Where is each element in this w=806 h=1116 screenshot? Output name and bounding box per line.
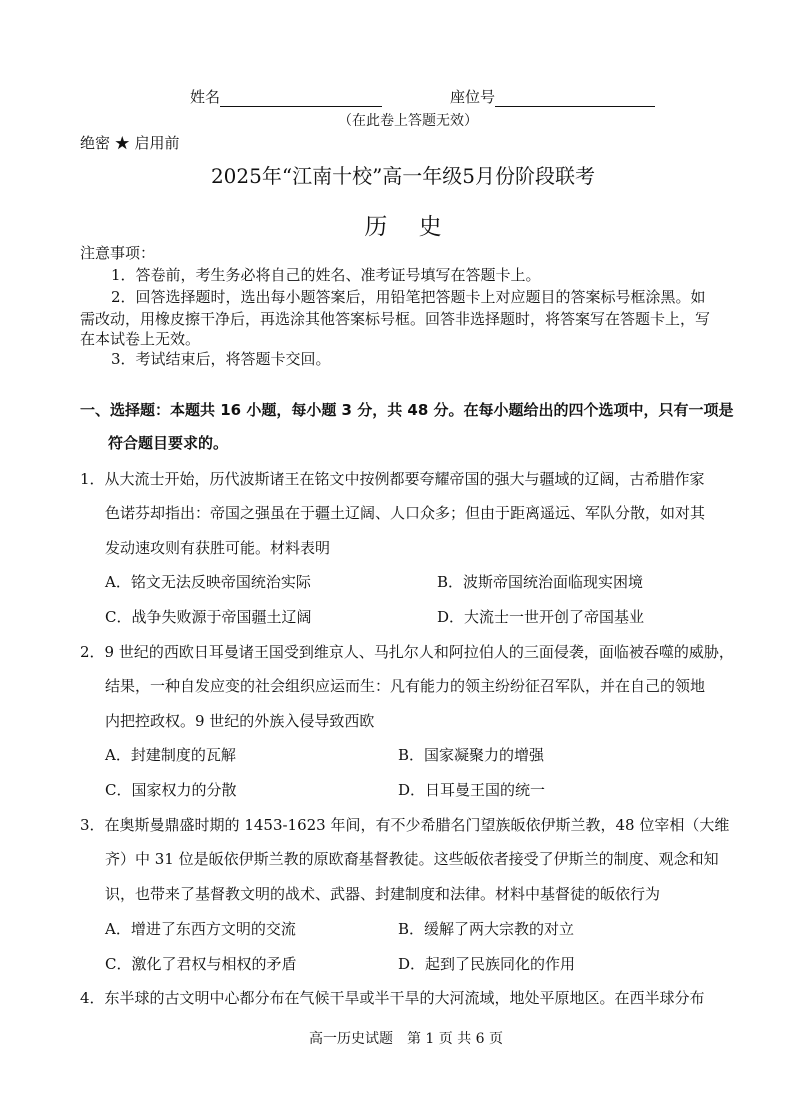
option-a: A．增进了东西方文明的交流 [105, 920, 296, 938]
question-line: 发动速攻则有获胜可能。材料表明 [105, 539, 331, 557]
notice-item: 在本试卷上无效。 [80, 330, 201, 348]
name-label: 姓名 [190, 88, 221, 106]
question-line: 2．9 世纪的西欧日耳曼诸王国受到维京人、马扎尔人和阿拉伯人的三面侵袭，面临被吞噬的威胁， [80, 643, 734, 661]
exam-title: 2025年“江南十校”高一年级5月份阶段联考 [210, 164, 596, 188]
option-a: A．铭文无法反映帝国统治实际 [105, 573, 311, 591]
seat-field [450, 86, 655, 107]
question-line: 1．从大流士开始，历代波斯诸王在铭文中按例都要夸耀帝国的强大与疆域的辽阔，古希腊作家 [80, 470, 705, 488]
option-d: D．日耳曼王国的统一 [398, 781, 546, 799]
option-c: C．激化了君权与相权的矛盾 [105, 955, 297, 973]
seat-label: 座位号 [450, 88, 496, 106]
option-b: B．缓解了两大宗教的对立 [398, 920, 575, 938]
question-line: 4．东半球的古文明中心都分布在气候干旱或半干旱的大河流域，地处平原地区。在西半球分布 [80, 989, 705, 1007]
subject-title: 历 史 [364, 214, 454, 240]
question-line: 内把控政权。9 世纪的外族入侵导致西欧 [105, 712, 375, 730]
option-c: C．战争失败源于帝国疆土辽阔 [105, 608, 312, 626]
name-field [190, 86, 382, 107]
option-b: B．波斯帝国统治面临现实困境 [437, 573, 644, 591]
notice-item: 需改动，用橡皮擦干净后，再选涂其他答案标号框。回答非选择题时，将答案写在答题卡上，写 [80, 310, 711, 328]
question-line: 色诺芬却指出：帝国之强虽在于疆土辽阔、人口众多；但由于距离遥远、军队分散，如对其 [105, 504, 706, 522]
section-heading: 一、选择题：本题共 16 小题，每小题 3 分，共 48 分。在每小题给出的四个选项中，只有一项是 [80, 401, 734, 419]
option-c: C．国家权力的分散 [105, 781, 237, 799]
notice-heading: 注意事项： [80, 244, 156, 262]
name-underline [220, 92, 382, 107]
seat-underline [495, 92, 655, 107]
section-heading-cont: 符合题目要求的。 [108, 434, 229, 452]
page-footer: 高一历史试题 第 1 页 共 6 页 [308, 1031, 504, 1047]
question-line: 识，也带来了基督教文明的战术、武器、封建制度和法律。材料中基督徒的皈依行为 [105, 885, 661, 903]
option-a: A．封建制度的瓦解 [105, 746, 236, 764]
question-line: 3．在奥斯曼鼎盛时期的 1453-1623 年间，有不少希腊名门望族皈依伊斯兰教，48 位宰相（大维 [80, 816, 730, 834]
notice-item: 2．回答选择题时，选出每小题答案后，用铅笔把答题卡上对应题目的答案标号框涂黑。如 [111, 288, 706, 306]
question-line: 结果，一种自发应变的社会组织应运而生：凡有能力的领主纷纷征召军队，并在自己的领地 [105, 677, 706, 695]
notice-item: 3．考试结束后，将答题卡交回。 [111, 350, 331, 368]
option-b: B．国家凝聚力的增强 [398, 746, 545, 764]
secret-label: 绝密 ★ 启用前 [80, 134, 180, 152]
option-d: D．起到了民族同化的作用 [398, 955, 576, 973]
option-d: D．大流士一世开创了帝国基业 [437, 608, 645, 626]
answer-note: （在此卷上答题无效） [338, 113, 478, 129]
notice-item: 1．答卷前，考生务必将自己的姓名、准考证号填写在答题卡上。 [111, 266, 541, 284]
question-line: 齐）中 31 位是皈依伊斯兰教的原欧裔基督教徒。这些皈依者接受了伊斯兰的制度、观念和知 [105, 850, 719, 868]
